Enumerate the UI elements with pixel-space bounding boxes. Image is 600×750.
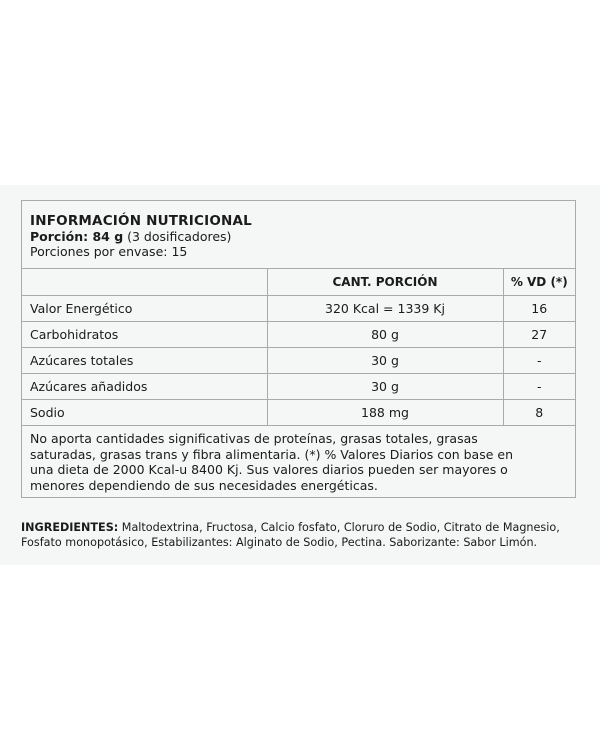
nutrient-name: Valor Energético: [22, 295, 267, 321]
table-row: [22, 399, 575, 425]
note-line: No aporta cantidades significativas de proteínas, grasas totales, grasas: [30, 431, 478, 446]
nutrient-amount: 80 g: [267, 321, 503, 347]
column-header-name: [22, 269, 267, 295]
table-row: [22, 295, 575, 321]
ingredients-line: Fosfato monopotásico, Estabilizantes: Alginato de Sodio, Pectina. Saborizante: Sabor Limón.: [21, 535, 538, 549]
nutrient-vd: 8: [503, 399, 575, 425]
table-row: [22, 321, 575, 347]
nutrient-amount: 188 mg: [267, 399, 503, 425]
ingredients-line: [21, 521, 581, 536]
nutrient-amount: 320 Kcal = 1339 Kj: [267, 295, 503, 321]
servings-line: Porciones por envase: 15: [30, 244, 188, 259]
portion-detail: (3 dosificadores): [123, 229, 232, 244]
table-row: [22, 373, 575, 399]
portion-line: [30, 229, 575, 244]
table-row: [22, 347, 575, 373]
nutrient-vd: -: [503, 373, 575, 399]
nutrient-vd: -: [503, 347, 575, 373]
nutrient-amount: 30 g: [267, 373, 503, 399]
nutrition-table: [22, 269, 575, 425]
nutrient-name: Azúcares añadidos: [22, 373, 267, 399]
nutrient-vd: 16: [503, 295, 575, 321]
nutrient-name: Sodio: [22, 399, 267, 425]
nutrient-amount: 30 g: [267, 347, 503, 373]
label-header: [22, 201, 575, 269]
ingredients-block: [21, 521, 581, 550]
daily-values-note: [22, 425, 575, 493]
nutrient-vd: 27: [503, 321, 575, 347]
note-line: saturadas, grasas trans y fibra alimentaria. (*) % Valores Diarios con base en: [30, 446, 514, 462]
column-header-vd: % VD (*): [510, 274, 568, 289]
nutrient-name: Carbohidratos: [22, 321, 267, 347]
nutrient-name: Azúcares totales: [22, 347, 267, 373]
portion-label: Porción: 84 g: [30, 229, 124, 244]
ingredients-title: INGREDIENTES:: [21, 521, 119, 534]
ingredients-text: Maltodextrina, Fructosa, Calcio fosfato, Cloruro de Sodio, Citrato de Magnesio,: [118, 521, 560, 534]
note-line: una dieta de 2000 Kcal-u 8400 Kj. Sus valores diarios pueden ser mayores o: [30, 462, 508, 477]
column-header-amount: CANT. PORCIÓN: [267, 269, 503, 295]
note-line: menores dependiendo de sus necesidades energéticas.: [30, 477, 378, 493]
nutrition-facts-label: [21, 200, 576, 498]
label-title: INFORMACIÓN NUTRICIONAL: [30, 213, 252, 229]
table-header-row: [22, 269, 575, 295]
